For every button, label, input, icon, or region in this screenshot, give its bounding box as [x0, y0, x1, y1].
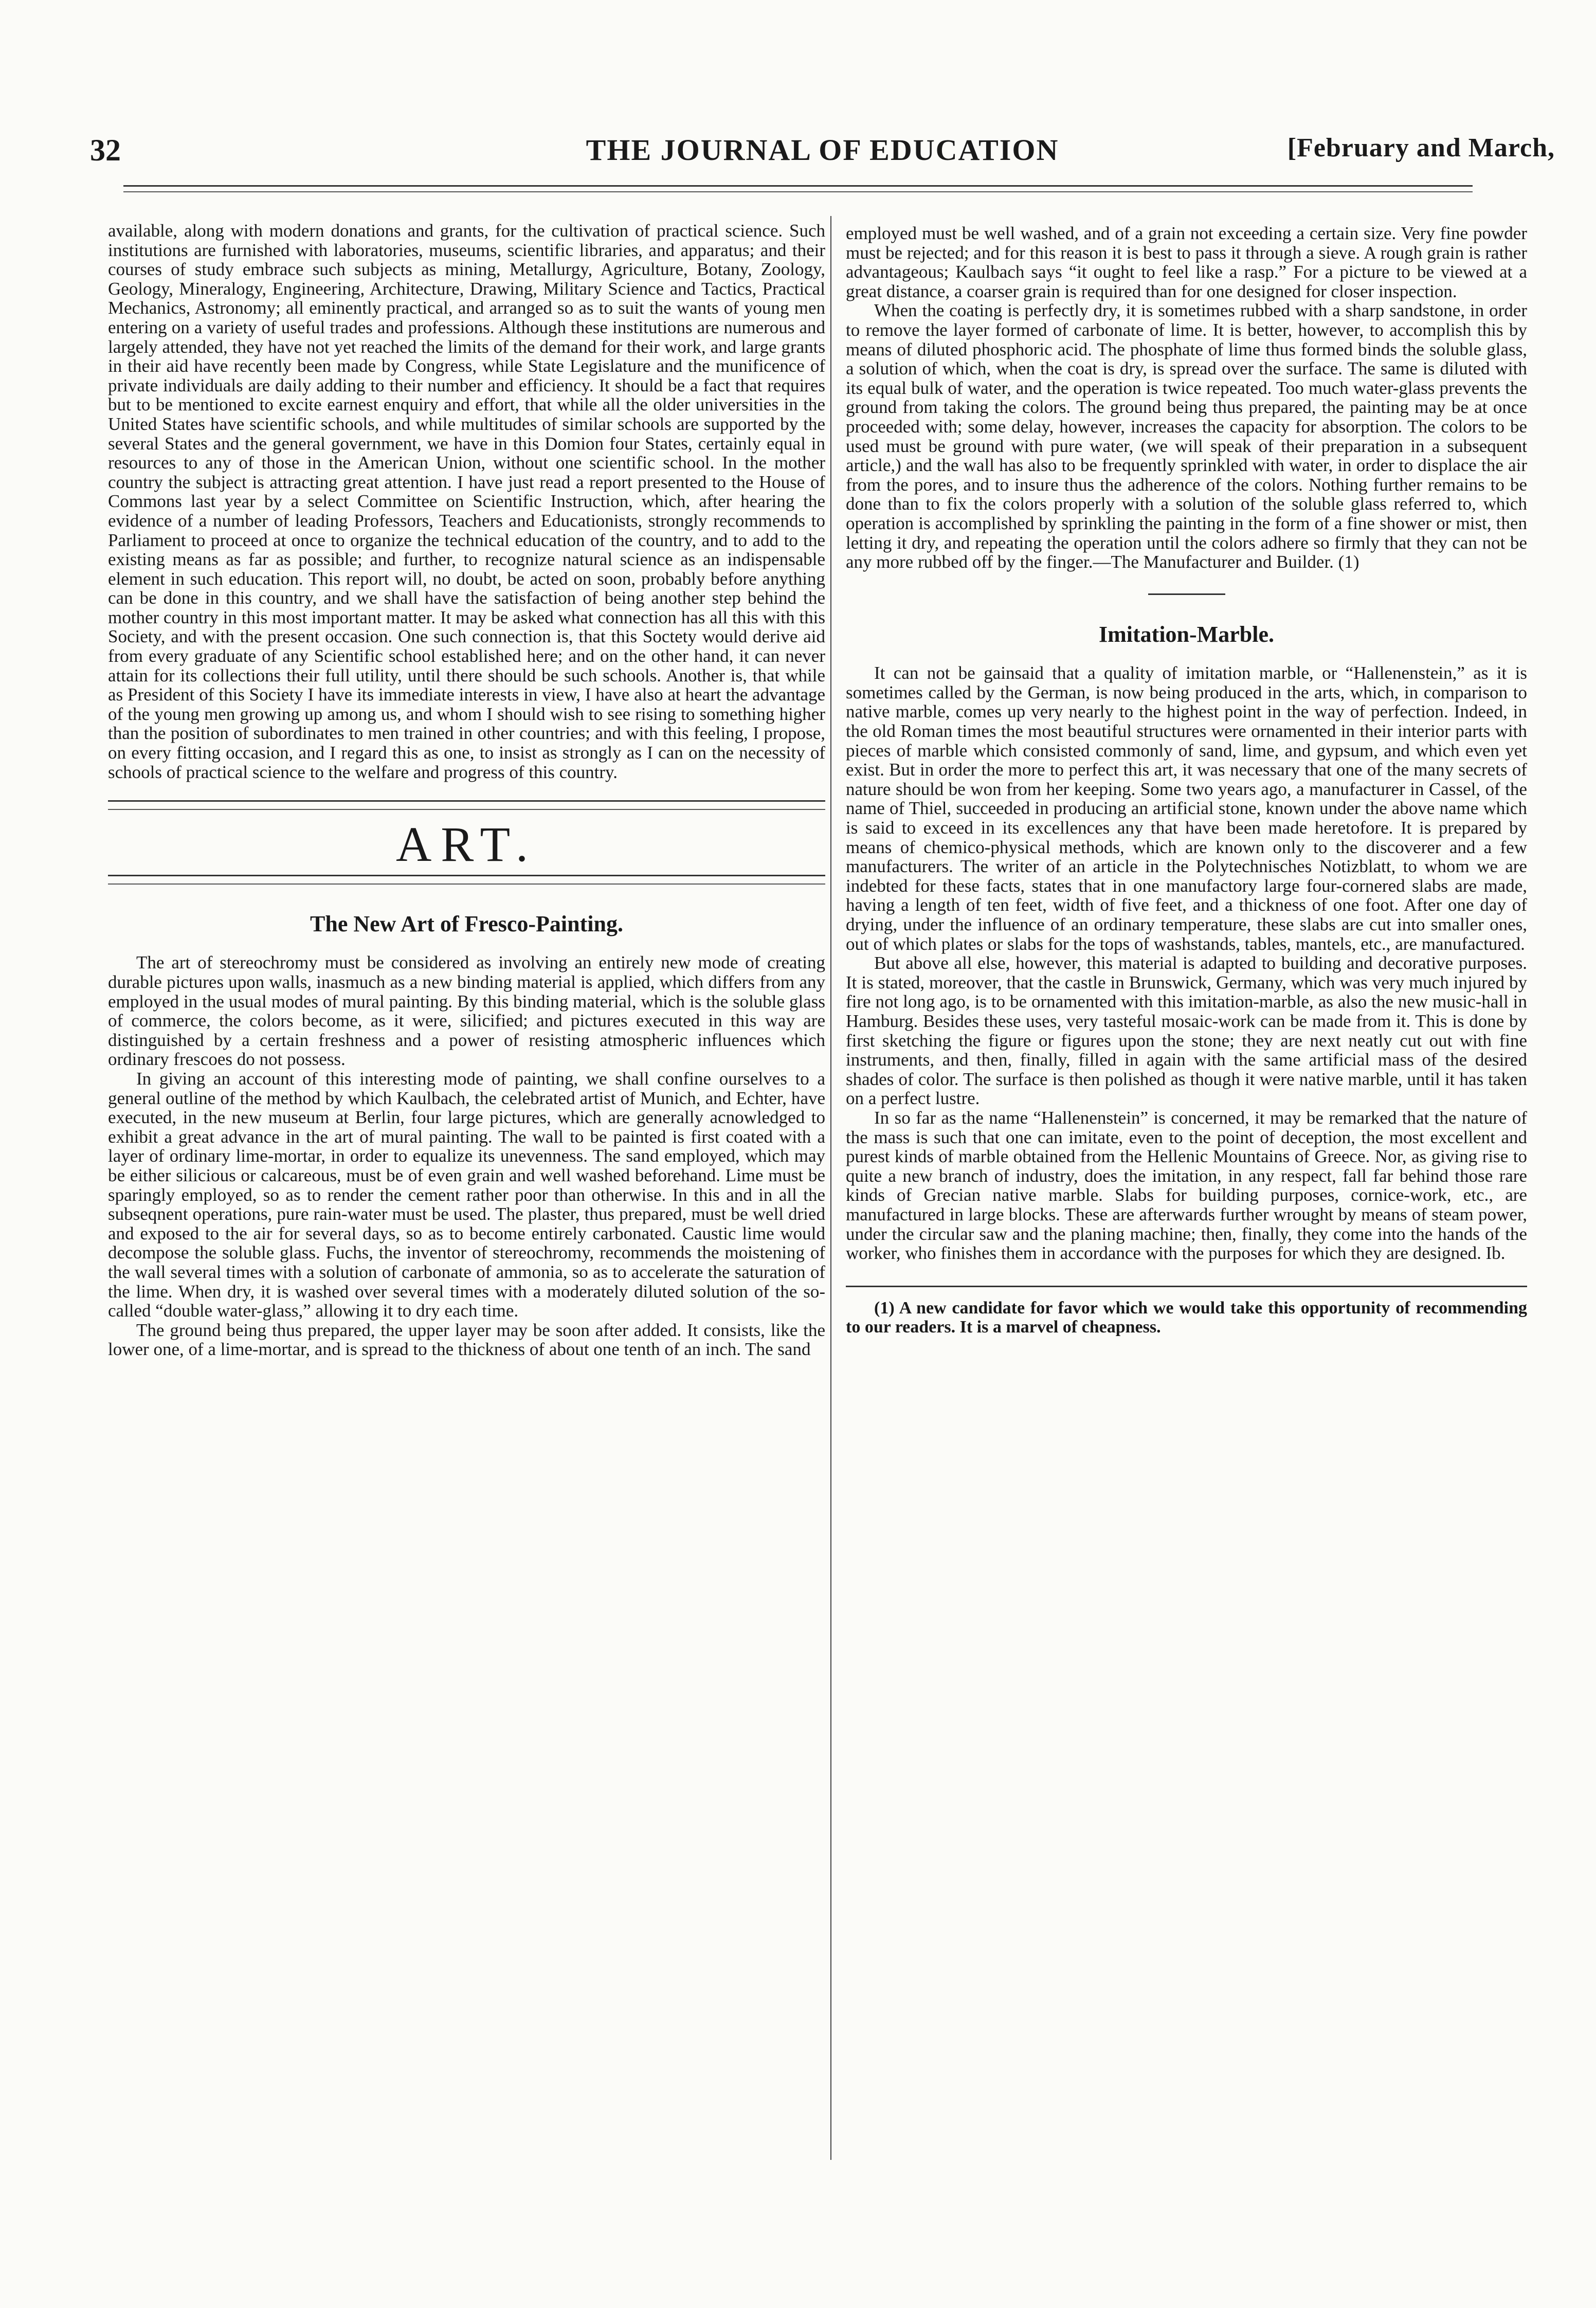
paragraph: But above all else, however, this material is adapted to building and decorative purposes. It is stated, moreover, that the castle in Brunswick, Germany, which was very much injured by fire not long ago, is to be ornamented with this imitation-marble, as also the new music-hall in Hamburg. Besides these uses, very tasteful mosaic-work can be made from it. This is done by first sketching the figure or figures upon the stone; they are next neatly cut out with fine instruments, and then, finally, filled in again with the same artificial mass of the desired shades of color. The surface is then polished as though it were native marble, until it has taken on a perfect lustre.: [846, 953, 1527, 1109]
footnote: (1) A new candidate for favor which we would take this opportunity of recommending to our readers. It is a marvel of cheapness.: [846, 1298, 1527, 1337]
paragraph: In so far as the name “Hallenenstein” is concerned, it may be remarked that the nature of the mass is such that one can imitate, even to the point of deception, the most excellent and purest kinds of marble obtained from the Hellenic Mountains of Greece. Nor, as giving rise to quite a new branch of industry, does the imitation, in any respect, fall far behind those rare kinds of Grecian native marble. Slabs for building purposes, cornice-work, etc., are manufactured in large blocks. These are afterwards further wrought by means of steam power, under the circular saw and the planing machine; then, finally, they come into the hands of the worker, who finishes them in accordance with the purposes for which they are designed. Ib.: [846, 1107, 1527, 1264]
page-header: [90, 133, 1555, 174]
section-title: ART.: [395, 817, 538, 872]
article-title-marble: Imitation-Marble.: [1099, 621, 1274, 647]
paragraph: When the coating is perfectly dry, it is sometimes rubbed with a sharp sandstone, in order to remove the layer formed of carbonate of lime. It is better, however, to accomplish this by means of diluted phosphoric acid. The phosphate of lime thus formed binds the soluble glass, a solution of which, when the coat is dry, is spread over the surface. The same is diluted with its equal bulk of water, and the operation is twice repeated. Too much water-glass prevents the ground from taking the colors. The ground being thus prepared, the painting may be at once proceeded with; some delay, however, increases the capacity for absorption. The colors to be used must be ground with pure water, (we will speak of their preparation in a subsequent article,) and the wall has also to be frequently sprinkled with water, in order to displace the air from the pores, and to insure thus the adherence of the colors. Nothing further remains to be done than to fix the colors properly with a solution of the soluble glass referred to, which operation is accomplished by sprinkling the painting in the form of a fine shower or mist, then letting it dry, and repeating the operation until the colors adhere so firmly that they can not be any more rubbed off by the finger.—The Manufacturer and Builder. (1): [846, 300, 1527, 572]
issue-date: [February and March,: [1287, 133, 1555, 163]
section-rule-top: [108, 800, 825, 810]
column-divider: [830, 216, 831, 2160]
page-number: 32: [90, 133, 121, 167]
paragraph: The ground being thus prepared, the upper layer may be soon after added. It consists, like the lower one, of a lime-mortar, and is spread to the thickness of about one tenth of an inch. The sand: [108, 1320, 825, 1360]
paragraph: The art of stereochromy must be considered as involving an entirely new mode of creating durable pictures upon walls, inasmuch as a new binding material is applied, which differs from any employed in the usual modes of mural painting. By this binding material, which is the soluble glass of commerce, the colors become, as it were, silicified; and pictures executed in this way are distinguished by a certain freshness and a power of resisting atmospheric influences which ordinary frescoes do not possess.: [108, 952, 825, 1070]
article-title-fresco: The New Art of Fresco-Painting.: [310, 911, 623, 936]
paragraph-continuation: available, along with modern donations and grants, for the cultivation of practical science. Such institutions are furnished with laboratories, museums, scientific libraries, and apparatus; and their courses of study embrace such subjects as mining, Metallurgy, Agriculture, Botany, Zoology, Geology, Mineralogy, Engineering, Architecture, Drawing, Military Science and Tactics, Practical Mechanics, Astronomy; all eminently practical, and arranged so as to suit the wants of young men entering on a variety of useful trades and professions. Although these institutions are numerous and largely attended, they have not yet reached the limits of the demand for their work, and large grants in their aid have recently been made by Congress, while State Legislature and the munificence of private individuals are daily adding to their number and efficiency. It should be a fact that requires but to be mentioned to excite earnest enquiry and effort, that while all the older universities in the United States have scientific schools, and while multitudes of similar schools are supported by the several States and the general government, we have in this Domion four States, certainly equal in resources to any of those in the American Union, without one scientific school. In the mother country the subject is attracting great attention. I have just read a report presented to the House of Commons last year by a select Committee on Scientific Instruction, which, after hearing the evidence of a number of leading Professors, Teachers and Educationists, strongly recommends to Parliament to proceed at once to organize the technical education of the country, and to add to the existing means as far as possible; and further, to recognize natural science as an indispensable element in such education. This report will, no doubt, be acted on soon, probably before anything can be done in this country, and we shall have the satisfaction of being another step behind the mother country in this most important matter. It may be asked what connection has all this with this Society, and with the present occasion. One such connection is, that this Soctety would derive aid from every graduate of any Scientific school established here; and on the other hand, it can never attain for its collections their full utility, until there should be such schools. Another is, that while as President of this Society I have its immediate interests in view, I have also at heart the advantage of the young men growing up among us, and whom I should wish to see rising to something higher than the position of subordinates to men trained in other countries; and with this feeling, I propose, on every fitting occasion, and I regard this as one, to insist as strongly as I can on the necessity of schools of practical science to the welfare and progress of this country.: [108, 221, 825, 782]
right-column: [846, 224, 1527, 1337]
paragraph: employed must be well washed, and of a grain not exceeding a certain size. Very fine powder must be rejected; and for this reason it is best to pass it through a sieve. A rough grain is rather advantageous; Kaulbach says “it ought to feel like a rasp.” For a picture to be viewed at a great distance, a coarser grain is required than for one designed for closer inspection.: [846, 223, 1527, 301]
left-column: [108, 221, 825, 1359]
header-rule-secondary: [123, 191, 1473, 192]
journal-title: THE JOURNAL OF EDUCATION: [586, 133, 1059, 167]
footnote-rule: [846, 1286, 1527, 1287]
paragraph: It can not be gainsaid that a quality of imitation marble, or “Hallenenstein,” as it is sometimes called by the German, is now being produced in the arts, which, in comparison to native marble, comes up very nearly to the highest point in the way of perfection. Indeed, in the old Roman times the most beautiful structures were ornamented in their interior parts with pieces of marble which consisted commonly of sand, lime, and gypsum, and which even yet exist. But in order the more to perfect this art, it was necessary that one of the many secrets of nature should be won from her keeping. Some two years ago, a manufacturer in Cassel, of the name of Thiel, succeeded in producing an artificial stone, known under the above name which is said to exceed in its excellences any that have been made heretofore. It is prepared by means of chemico-physical methods, which are known only to the discoverer and a few manufacturers. The writer of an article in the Polytechnisches Notizblatt, to whom we are indebted for these facts, states that in one manufactory large four-cornered slabs are made, having a length of ten feet, width of five feet, and a thickness of one foot. After one day of drying, under the influence of an ordinary temperature, these slabs are cut into smaller ones, out of which plates or slabs for the tops of washstands, tables, mantels, etc., are manufactured.: [846, 663, 1527, 954]
section-rule-bottom: [108, 875, 825, 885]
article-separator: [1148, 593, 1225, 595]
paragraph: In giving an account of this interesting mode of painting, we shall confine ourselves to a general outline of the method by which Kaulbach, the celebrated artist of Munich, and Echter, have executed, in the new museum at Berlin, four large pictures, which are generally acnowledged to exhibit a great advance in the art of mural painting. The wall to be painted is first coated with a layer of ordinary lime-mortar, in order to equalize its unevenness. The sand employed, which may be either silicious or calcareous, must be of even grain and well washed beforehand. Lime must be sparingly employed, so as to render the cement rather poor than otherwise. In this and in all the subseqnent operations, pure rain-water must be used. The plaster, thus prepared, must be well dried and exposed to the air for several days, so as to become entirely carbonated. Caustic lime would decompose the soluble glass. Fuchs, the inventor of stereochromy, recommends the moistening of the wall several times with a solution of carbonate of ammonia, so as to accelerate the saturation of the lime. When dry, it is washed over several times with a moderately diluted solution of the so-called “double water-glass,” allowing it to dry each time.: [108, 1068, 825, 1321]
header-rule: [123, 185, 1473, 187]
